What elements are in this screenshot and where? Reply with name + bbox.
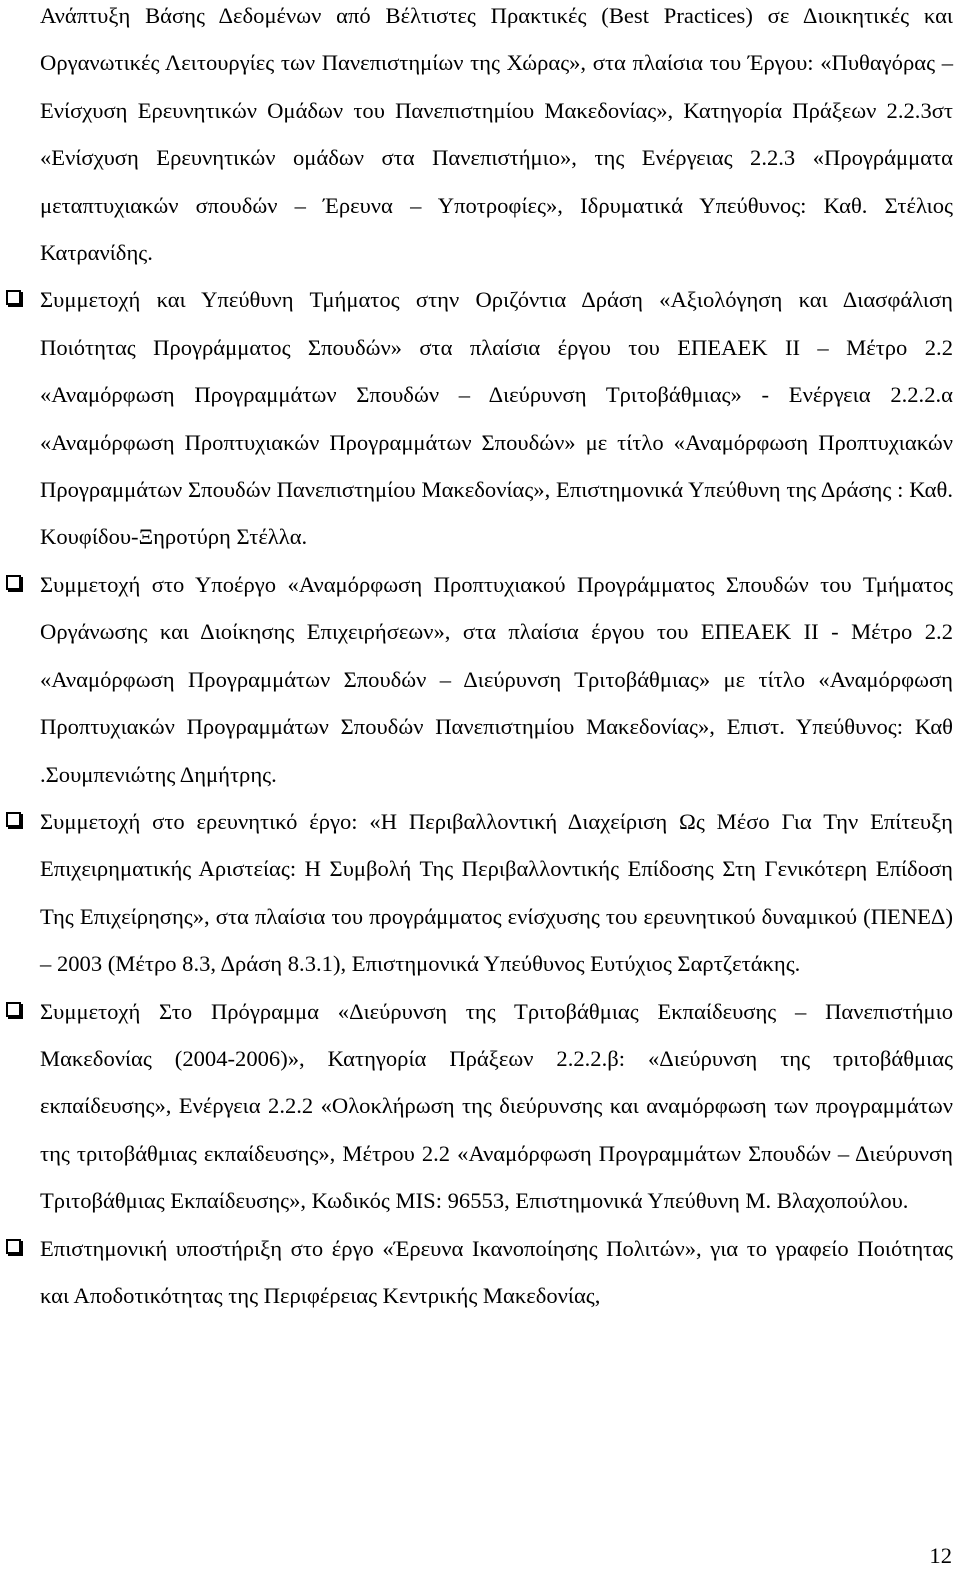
checkbox-bullet-icon	[6, 1239, 21, 1254]
list-item	[40, 1225, 953, 1320]
document-page	[40, 0, 953, 1319]
list-item	[40, 276, 953, 560]
list-item	[40, 988, 953, 1225]
checkbox-bullet-icon	[6, 575, 21, 590]
checkbox-bullet-icon	[6, 812, 21, 827]
list-item-text: Συμμετοχή στο Υποέργο «Αναμόρφωση Προπτυχιακού Προγράμματος Σπουδών του Τμήματος Οργάνωσης και Διοίκησης Επιχειρήσεων», στα πλαίσια έργου του ΕΠΕΑΕΚ ΙΙ - Μέτρο 2.2 «Αναμόρφωση Προγραμμάτων Σπουδών – Διεύρυνση Τριτοβάθμιας» με τίτλο «Αναμόρφωση Προπτυχιακών Προγραμμάτων Σπουδών Πανεπιστημίου Μακεδονίας», Επιστ. Υπεύθυνος: Καθ .Σουμπενιώτης Δημήτρης.	[40, 571, 953, 787]
list-item-text: Συμμετοχή και Υπεύθυνη Τμήματος στην Οριζόντια Δράση «Αξιολόγηση και Διασφάλιση Ποιότητας Προγράμματος Σπουδών» στα πλαίσια έργου του ΕΠΕΑΕΚ ΙΙ – Μέτρο 2.2 «Αναμόρφωση Προγραμμάτων Σπουδών – Διεύρυνση Τριτοβάθμιας» - Ενέργεια 2.2.2.α «Αναμόρφωση Προπτυχιακών Προγραμμάτων Σπουδών» με τίτλο «Αναμόρφωση Προπτυχιακών Προγραμμάτων Σπουδών Πανεπιστημίου Μακεδονίας», Επιστημονικά Υπεύθυνη της Δράσης : Καθ. Κουφίδου-Ξηροτύρη Στέλλα.	[40, 287, 953, 550]
list-item-text: Επιστημονική υποστήριξη στο έργο «Έρευνα Ικανοποίησης Πολιτών», για το γραφείο Ποιότητας και Αποδοτικότητας της Περιφέρειας Κεντρικής Μακεδονίας,	[40, 1235, 953, 1308]
intro-paragraph: Ανάπτυξη Βάσης Δεδομένων από Βέλτιστες Πρακτικές (Best Practices) σε Διοικητικές και Οργανωτικές Λειτουργίες των Πανεπιστημίων της Χώρας», στα πλαίσια του Έργου: «Πυθαγόρας – Ενίσχυση Ερευνητικών Ομάδων του Πανεπιστημίου Μακεδονίας», Κατηγορία Πράξεων 2.2.3στ «Ενίσχυση Ερευνητικών ομάδων στα Πανεπιστήμιο», της Ενέργειας 2.2.3 «Προγράμματα μεταπτυχιακών σπουδών – Έρευνα – Υποτροφίες», Ιδρυματικά Υπεύθυνος: Καθ. Στέλιος Κατρανίδης.	[40, 3, 953, 266]
checkbox-bullet-icon	[6, 1002, 21, 1017]
page-number: 12	[929, 1543, 952, 1568]
list-item-text: Συμμετοχή Στο Πρόγραμμα «Διεύρυνση της Τριτοβάθμιας Εκπαίδευσης – Πανεπιστήμιο Μακεδονίας (2004-2006)», Κατηγορία Πράξεων 2.2.2.β: «Διεύρυνση της τριτοβάθμιας εκπαίδευσης», Ενέργεια 2.2.2 «Ολοκλήρωση της διεύρυνσης και αναμόρφωση των προγραμμάτων της τριτοβάθμιας εκπαίδευσης», Μέτρου 2.2 «Αναμόρφωση Προγραμμάτων Σπουδών – Διεύρυνση Τριτοβάθμιας Εκπαίδευσης», Κωδικός MIS: 96553, Επιστημονικά Υπεύθυνη Μ. Βλαχοπούλου.	[40, 998, 953, 1214]
list-item	[40, 561, 953, 798]
list-item	[40, 798, 953, 988]
list-item-text: Συμμετοχή στο ερευνητικό έργο: «Η Περιβαλλοντική Διαχείριση Ως Μέσο Για Την Επίτευξη Επιχειρηματικής Αριστείας: Η Συμβολή Της Περιβαλλοντικής Επίδοσης Στη Γενικότερη Επίδοση Της Επιχείρησης», στα πλαίσια του προγράμματος ενίσχυσης του ερευνητικού δυναμικού (ΠΕΝΕΔ) – 2003 (Μέτρο 8.3, Δράση 8.3.1), Επιστημονικά Υπεύθυνος Ευτύχιος Σαρτζετάκης.	[40, 808, 953, 977]
checkbox-bullet-icon	[6, 290, 21, 305]
